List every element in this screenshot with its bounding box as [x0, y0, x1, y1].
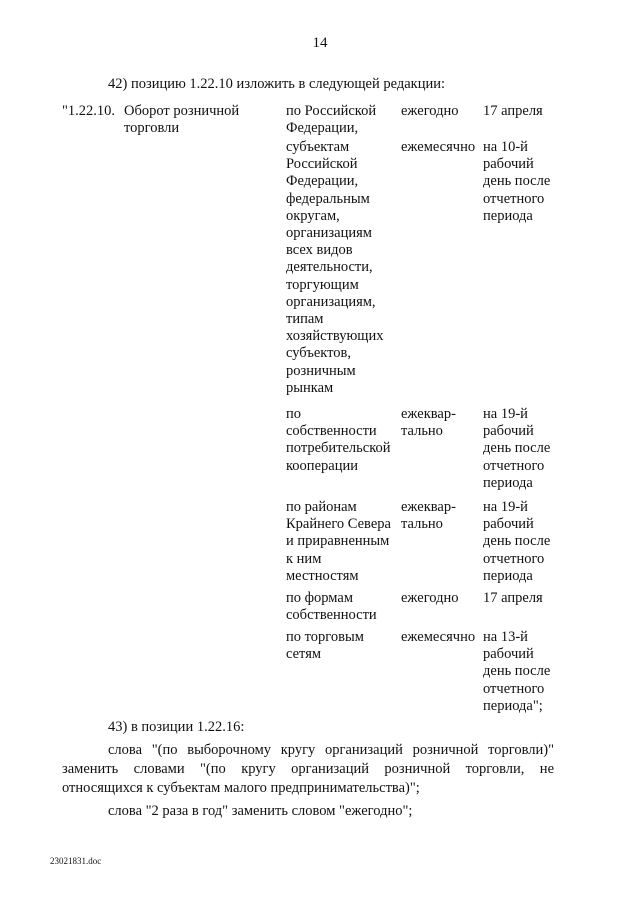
- deadline-cell-line: рабочий: [483, 156, 534, 173]
- indicator-name-line2: торговли: [124, 120, 180, 136]
- frequency-cell-line: ежемесячно: [401, 139, 476, 155]
- frequency-cell-line: ежегодно: [401, 103, 459, 119]
- frequency-cell-line: ежегодно: [401, 590, 459, 606]
- frequency-cell: [401, 590, 459, 607]
- frequency-cell: [401, 406, 456, 440]
- deadline-cell-line: 17 апреля: [483, 103, 543, 119]
- frequency-cell-line: ежемесячно: [401, 629, 476, 645]
- item-43-para1-line3: относящихся к субъектам малого предпринимательства)";: [62, 780, 420, 796]
- breakdown-cell: [286, 629, 364, 663]
- breakdown-cell: [286, 139, 384, 397]
- breakdown-cell: [286, 406, 391, 475]
- deadline-cell: [483, 499, 550, 585]
- deadline-cell-line: на 19-й: [483, 406, 528, 422]
- breakdown-cell-line: типам: [286, 311, 324, 328]
- frequency-cell-line: тально: [401, 516, 443, 533]
- breakdown-cell-line: субъектов,: [286, 345, 351, 362]
- breakdown-cell-line: торгующим: [286, 276, 359, 293]
- frequency-cell: [401, 139, 475, 156]
- breakdown-cell-line: по формам: [286, 590, 353, 606]
- breakdown-cell-line: кооперации: [286, 457, 358, 474]
- breakdown-cell-line: потребительской: [286, 440, 391, 457]
- breakdown-cell: [286, 499, 391, 585]
- deadline-cell: [483, 590, 543, 607]
- breakdown-cell-line: организациям: [286, 225, 372, 242]
- item-43-para1-line1: слова "(по выборочному кругу организаций розничной торговли)": [108, 742, 554, 758]
- frequency-cell: [401, 499, 456, 533]
- breakdown-cell-line: к ним: [286, 550, 322, 567]
- deadline-cell-line: отчетного: [483, 550, 545, 567]
- frequency-cell-line: тально: [401, 423, 443, 440]
- breakdown-cell-line: Федерации,: [286, 173, 359, 190]
- indicator-name-line1: Оборот розничной: [124, 103, 240, 119]
- deadline-cell: [483, 629, 550, 715]
- deadline-cell-line: рабочий: [483, 516, 534, 533]
- breakdown-cell-line: округам,: [286, 207, 340, 224]
- breakdown-cell: [286, 103, 376, 137]
- item-43-para1-line2: заменить словами "(по кругу организаций розничной торговли, не: [62, 761, 554, 777]
- breakdown-cell-line: по Российской: [286, 103, 377, 119]
- breakdown-cell-line: Крайнего Севера: [286, 516, 391, 533]
- deadline-cell-line: день после: [483, 440, 551, 457]
- deadline-cell-line: периода: [483, 474, 533, 491]
- deadline-cell-line: на 13-й: [483, 629, 528, 645]
- deadline-cell-line: периода: [483, 567, 533, 584]
- breakdown-cell-line: всех видов: [286, 242, 353, 259]
- deadline-cell-line: отчетного: [483, 457, 545, 474]
- deadline-cell-line: день после: [483, 173, 551, 190]
- deadline-cell-line: день после: [483, 533, 551, 550]
- deadline-cell-line: периода";: [483, 697, 543, 714]
- deadline-cell-line: на 19-й: [483, 499, 528, 515]
- breakdown-cell-line: розничным: [286, 362, 356, 379]
- frequency-cell-line: ежеквар-: [401, 499, 456, 515]
- breakdown-cell-line: Федерации,: [286, 120, 359, 137]
- frequency-cell: [401, 629, 475, 646]
- deadline-cell: [483, 406, 550, 492]
- frequency-cell: [401, 103, 459, 120]
- deadline-cell-line: отчетного: [483, 190, 545, 207]
- breakdown-cell-line: хозяйствующих: [286, 328, 384, 345]
- file-name-footer: 23021831.doc: [50, 856, 102, 866]
- page-number: 14: [312, 35, 328, 51]
- deadline-cell-line: день после: [483, 663, 551, 680]
- item-43-para2: слова "2 раза в год" заменить словом "ежегодно";: [108, 803, 413, 819]
- item-42-heading: 42) позицию 1.22.10 изложить в следующей редакции:: [108, 76, 446, 92]
- deadline-cell: [483, 139, 550, 225]
- deadline-cell-line: 17 апреля: [483, 590, 543, 606]
- deadline-cell-line: рабочий: [483, 423, 534, 440]
- breakdown-cell-line: по районам: [286, 499, 357, 515]
- breakdown-cell-line: организациям,: [286, 293, 376, 310]
- breakdown-cell-line: сетям: [286, 646, 322, 663]
- breakdown-cell-line: собственности: [286, 423, 377, 440]
- deadline-cell-line: отчетного: [483, 680, 545, 697]
- deadline-cell-line: рабочий: [483, 646, 534, 663]
- breakdown-cell-line: местностям: [286, 567, 359, 584]
- frequency-cell-line: ежеквар-: [401, 406, 456, 422]
- item-43-heading: 43) в позиции 1.22.16:: [108, 719, 245, 735]
- deadline-cell-line: на 10-й: [483, 139, 528, 155]
- deadline-cell: [483, 103, 543, 120]
- breakdown-cell-line: субъектам: [286, 139, 350, 155]
- breakdown-cell-line: рынкам: [286, 379, 334, 396]
- position-code: "1.22.10.: [62, 103, 116, 119]
- breakdown-cell-line: деятельности,: [286, 259, 373, 276]
- breakdown-cell-line: Российской: [286, 156, 358, 173]
- deadline-cell-line: периода: [483, 207, 533, 224]
- breakdown-cell-line: по: [286, 406, 302, 422]
- breakdown-cell-line: и приравненным: [286, 533, 390, 550]
- breakdown-cell-line: собственности: [286, 607, 377, 624]
- breakdown-cell-line: федеральным: [286, 190, 370, 207]
- breakdown-cell: [286, 590, 377, 624]
- breakdown-cell-line: по торговым: [286, 629, 364, 645]
